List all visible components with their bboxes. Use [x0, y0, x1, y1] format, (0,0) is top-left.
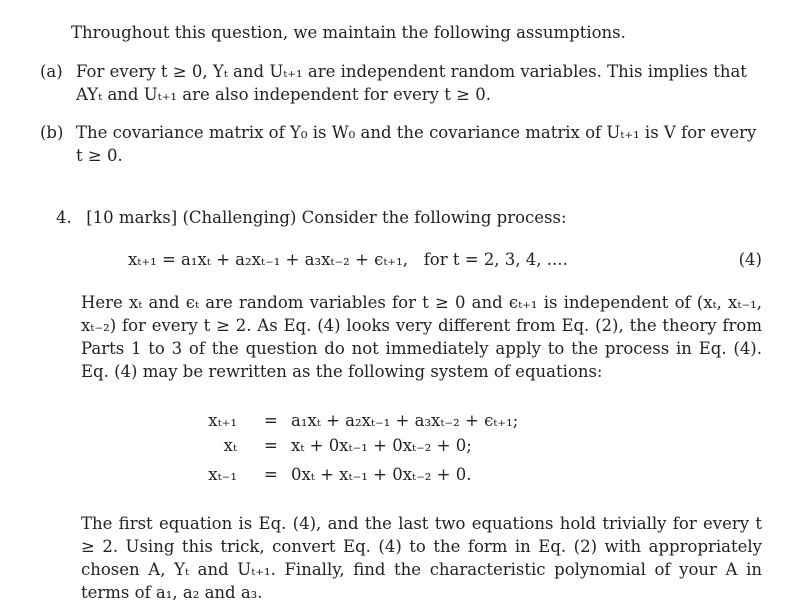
equals-sign: =	[264, 411, 278, 430]
assumption-a-label: (a)	[40, 62, 63, 81]
system-row-2-rhs: xₜ + 0xₜ₋₁ + 0xₜ₋₂ + 0;	[291, 436, 472, 455]
assumption-b-line2: t ≥ 0.	[76, 146, 123, 165]
system-row-1-rhs: a₁xₜ + a₂xₜ₋₁ + a₃xₜ₋₂ + ϵₜ₊₁;	[291, 411, 519, 430]
intro-text: Throughout this question, we maintain the following assumptions.	[71, 23, 626, 42]
system-row-3-lhs: xₜ₋₁	[208, 465, 237, 484]
equation-4	[128, 248, 762, 271]
equals-sign: =	[264, 465, 278, 484]
assumption-b-line1: The covariance matrix of Y₀ is W₀ and the covariance matrix of Uₜ₊₁ is V for every	[76, 123, 757, 142]
system-row-3-rhs: 0xₜ + xₜ₋₁ + 0xₜ₋₂ + 0.	[291, 465, 472, 484]
question-heading	[56, 206, 567, 229]
assumption-a-line1: For every t ≥ 0, Yₜ and Uₜ₊₁ are independent random variables. This implies that	[76, 62, 747, 81]
question-heading-text: [10 marks] (Challenging) Consider the following process:	[86, 208, 567, 227]
equals-sign: =	[264, 436, 278, 455]
assumption-b-label: (b)	[40, 123, 64, 142]
equation-4-tag: (4)	[738, 250, 762, 269]
question-number: 4.	[56, 208, 72, 227]
equation-4-body: xₜ₊₁ = a₁xₜ + a₂xₜ₋₁ + a₃xₜ₋₂ + ϵₜ₊₁, for t = 2, 3, 4, ....	[128, 250, 568, 269]
final-paragraph: The first equation is Eq. (4), and the last two equations hold trivially for every t ≥ 2. Using this trick, convert Eq. (4) to the form in Eq. (2) with appropriately chosen A, Yₜ and Uₜ₊₁. Finally, find the characteristic polynomial of your A in terms of a₁, a₂ and a₃.	[81, 514, 762, 602]
system-row-1-lhs: xₜ₊₁	[208, 411, 237, 430]
assumption-a-line2: AYₜ and Uₜ₊₁ are also independent for every t ≥ 0.	[76, 85, 491, 104]
question-paragraph: Here xₜ and ϵₜ are random variables for t ≥ 0 and ϵₜ₊₁ is independent of (xₜ, xₜ₋₁, xₜ₋₂) for every t ≥ 2. As Eq. (4) looks very different from Eq. (2), the theory from Parts 1 to 3 of the question do not immediately apply to the process in Eq. (4). Eq. (4) may be rewritten as the following system of equations:	[81, 293, 762, 381]
system-row-2-lhs: xₜ	[223, 436, 237, 455]
